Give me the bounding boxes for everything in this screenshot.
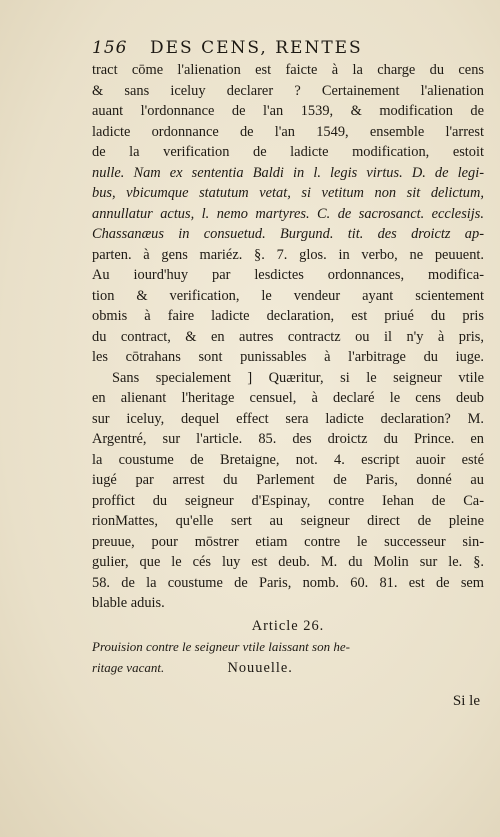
- text-line: Au iourd'huy par lesdictes ordonnances, modifica-: [92, 267, 484, 283]
- text-line: en alienant l'heritage censuel, à declaré le cens deub: [92, 390, 484, 406]
- text-line: obmis à faire ladicte declaration, est priué du pris: [92, 308, 484, 324]
- page-body: [92, 60, 484, 678]
- text-line: du contract, & en autres contractz ou il n'y à pris,: [92, 328, 484, 345]
- text-line: gulier, que le cés luy est deub. M. du Molin sur le. §.: [92, 554, 484, 570]
- catchword: Si le: [452, 693, 480, 709]
- text-line: tion & verification, le vendeur ayant scientement: [92, 287, 484, 304]
- running-title: DES CENS, RENTES: [150, 38, 363, 58]
- text-line: rionMattes, qu'elle sert au seigneur direct de pleine: [92, 513, 484, 529]
- marginal-note: Nouuelle.: [227, 659, 293, 676]
- text-line: parten. à gens mariéz. §. 7. glos. in verbo, ne peuuent.: [92, 246, 484, 263]
- text-line: bus, vbicumque statutum vetat, si vetitum non sit delictum,: [92, 185, 484, 201]
- text-line: de la verification de ladicte modification, estoit: [92, 144, 484, 160]
- text-line: proffict du seigneur d'Espinay, contre Iehan de Ca-: [92, 492, 484, 509]
- text-line: la coustume de Bretaigne, not. 4. escript auoir esté: [92, 451, 484, 468]
- article-summary-line: Prouision contre le seigneur vtile laissant son he-: [92, 639, 350, 654]
- text-line: les cōtrahans sont punissables à l'arbitrage du iuge.: [92, 349, 484, 365]
- article-summary-line: [92, 658, 484, 679]
- text-line: auant l'ordonnance de l'an 1539, & modification de: [92, 103, 484, 119]
- text-line: sur iceluy, dequel effect sera ladicte declaration? M.: [92, 410, 484, 427]
- page-number: 156: [92, 38, 128, 58]
- summary-tail: ritage vacant.: [92, 659, 165, 675]
- text-line: blable aduis.: [92, 595, 165, 611]
- article-heading: Article 26.: [251, 617, 325, 634]
- text-line: nulle. Nam ex sententia Baldi in l. legis virtus. D. de legi-: [92, 164, 484, 181]
- text-line: Argentré, sur l'article. 85. des droictz du Prince. en: [92, 431, 484, 447]
- text-line: Chassanæus in consuetud. Burgund. tit. des droictz ap-: [92, 226, 484, 242]
- text-line: & sans iceluy declarer ? Certainement l'alienation: [92, 82, 484, 99]
- text-line: Sans specialement ] Quæritur, si le seigneur vtile: [112, 369, 484, 386]
- page-header: [92, 38, 484, 62]
- text-line: tract cōme l'alienation est faicte à la charge du cens: [92, 62, 484, 78]
- text-line: annullatur actus, l. nemo martyres. C. de sacrosanct. ecclesijs.: [92, 205, 484, 222]
- text-line: preuue, pour mōstrer etiam contre le successeur sin-: [92, 533, 484, 550]
- text-line: ladicte ordonnance de l'an 1549, ensemble l'arrest: [92, 123, 484, 140]
- text-line: 58. de la coustume de Paris, nomb. 60. 81. est de sem: [92, 574, 484, 591]
- text-line: iugé par arrest du Parlement de Paris, donné au: [92, 472, 484, 488]
